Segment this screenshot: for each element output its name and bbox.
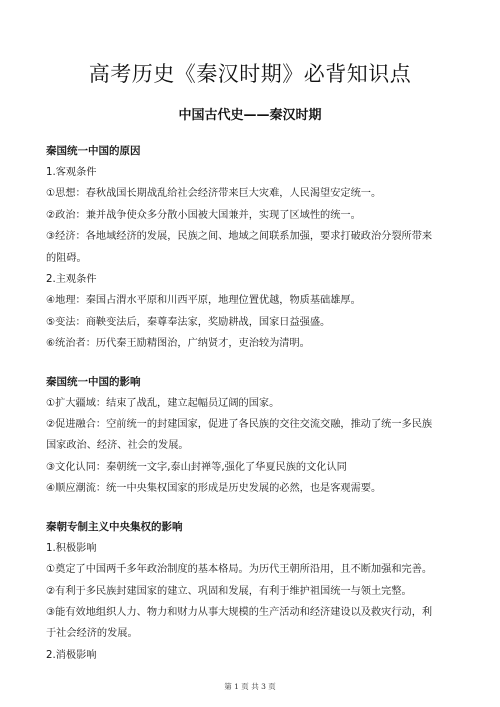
body-line: 于社会经济的发展。 [46, 628, 138, 640]
body-line: ③能有效地组织人力、物力和财力从事大规模的生产活动和经济建设以及救灾行动，利 [46, 606, 433, 618]
body-line: 2.消极影响 [46, 649, 97, 661]
section-unification-effects [46, 371, 466, 500]
body-line: ⑤变法：商鞅变法后，秦尊奉法家，奖励耕战，国家日益强盛。 [46, 316, 331, 328]
body-line: ⑥统治者：历代秦王励精图治，广纳贤才，吏治较为清明。 [46, 338, 310, 350]
body-line: ②政治：兼并战争使众多分散小国被大国兼并，实现了区域性的统一。 [46, 209, 361, 221]
body-line: 的阻碍。 [46, 252, 87, 264]
body-line: ③文化认同：秦朝统一文字,泰山封禅等,强化了华夏民族的文化认同 [46, 461, 347, 473]
document-body [46, 140, 466, 682]
body-line: ①思想：春秋战国长期战乱给社会经济带来巨大灾难，人民渴望安定统一。 [46, 188, 382, 200]
body-line: 国家政治、经济、社会的发展。 [46, 440, 189, 452]
body-line: ④地理：秦国占渭水平原和川西平原，地理位置优越，物质基础雄厚。 [46, 295, 361, 307]
body-line: 1.积极影响 [46, 542, 97, 554]
section-heading: 秦朝专制主义中央集权的影响 [46, 520, 183, 533]
body-line: 2.主观条件 [46, 274, 97, 286]
section-unification-causes [46, 140, 466, 355]
page-footer: 第 1 页 共 3 页 [224, 682, 276, 691]
section-heading: 秦国统一中国的原因 [46, 145, 141, 157]
body-line: ④顺应潮流：统一中央集权国家的形成是历史发展的必然，也是客观需要。 [46, 483, 382, 495]
body-line: 1.客观条件 [46, 167, 97, 178]
section-heading: 秦国统一中国的影响 [46, 375, 141, 388]
body-line: ②促进融合：空前统一的封建国家，促进了各民族的交往交流交融，推动了统一多民族 [46, 419, 433, 431]
document-title: 高考历史《秦汉时期》必背知识点 [88, 62, 412, 86]
section-centralization-effects [46, 516, 466, 666]
document-subtitle: 中国古代史——秦汉时期 [178, 108, 322, 123]
body-line: ①扩大疆域：结束了战乱，建立起幅员辽阔的国家。 [46, 397, 280, 409]
body-line: ①奠定了中国两千多年政治制度的基本格局。为历代王朝所沿用，且不断加强和完善。 [46, 564, 433, 576]
body-line: ②有利于多民族封建国家的建立、巩固和发展，有利于维护祖国统一与领土完整。 [46, 585, 412, 597]
body-line: ③经济：各地域经济的发展，民族之间、地域之间联系加强，要求打破政治分裂所带来 [46, 231, 433, 243]
